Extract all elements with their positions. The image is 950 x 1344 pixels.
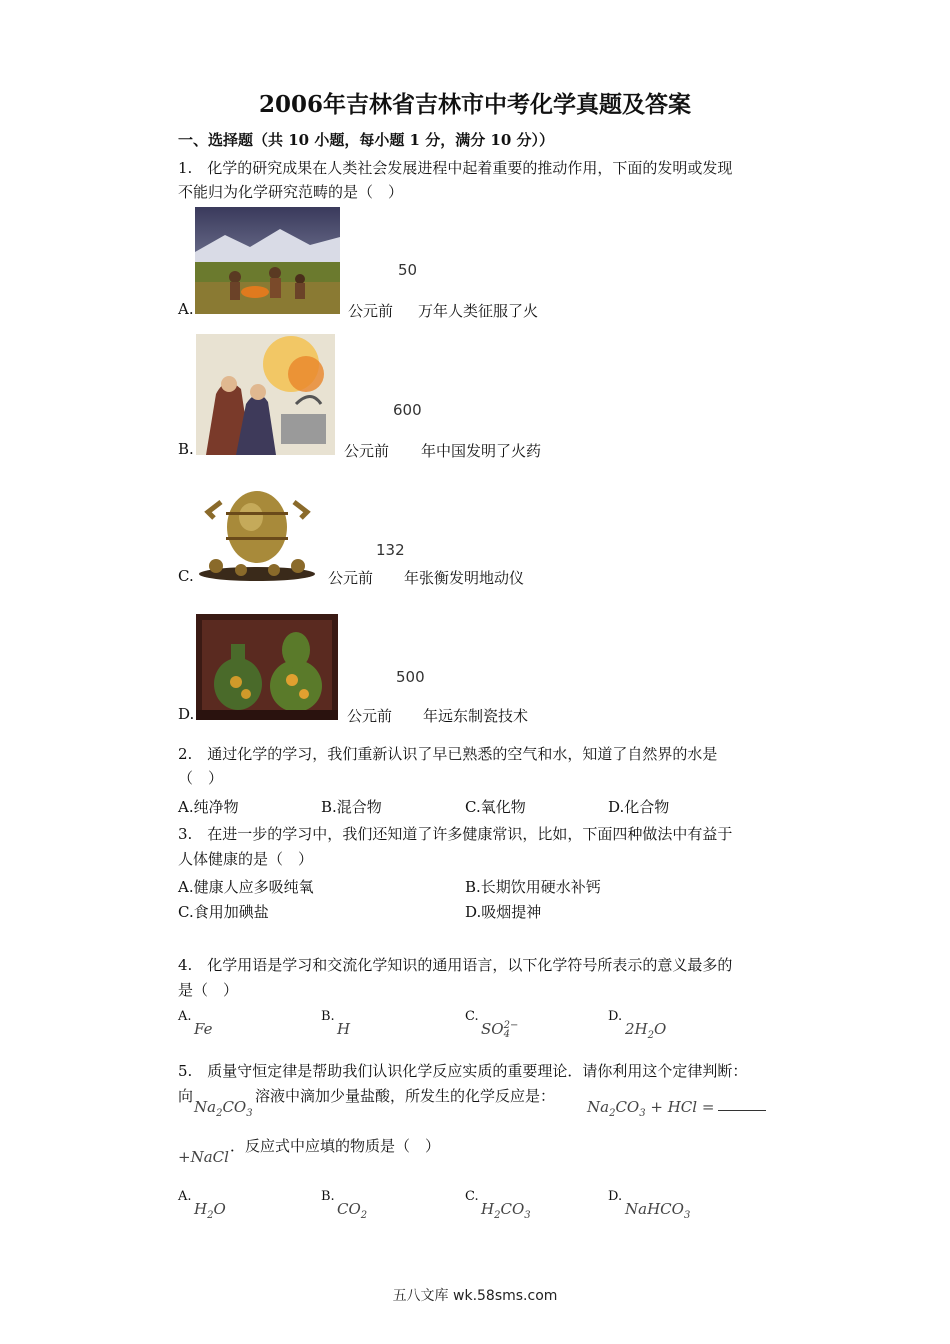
q5-option-d-formula: NaHCO$_3$ xyxy=(625,1200,691,1221)
q1-option-d-number: 500 xyxy=(396,668,425,686)
q1-option-a-text: 万年人类征服了火 xyxy=(418,302,539,320)
q5-equation-blank xyxy=(718,1098,766,1111)
q2-option-a: A.纯净物 xyxy=(178,798,239,816)
q5-option-d-letter: D. xyxy=(608,1189,623,1204)
q3-option-d: D.吸烟提神 xyxy=(465,903,542,921)
q1-option-a-number: 50 xyxy=(398,261,418,279)
q1-option-c-prefix: 公元前 xyxy=(328,569,374,587)
q1-option-c-text: 年张衡发明地动仪 xyxy=(404,569,525,587)
q1-option-b-number: 600 xyxy=(393,401,422,419)
q2-option-c: C.氧化物 xyxy=(465,798,526,816)
q4-option-d-formula-part1: 2H xyxy=(625,1020,648,1038)
q3-option-b: B.长期饮用硬水补钙 xyxy=(465,878,601,896)
q3-option-a: A.健康人应多吸纯氧 xyxy=(178,878,314,896)
q5-option-b-letter: B. xyxy=(321,1189,335,1204)
q1-option-b-image-gunpowder xyxy=(196,334,335,455)
q4-option-d-letter: D. xyxy=(608,1009,623,1024)
q4-option-c-formula-base: SO xyxy=(481,1020,504,1038)
q2-stem-line1: 2. 通过化学的学习，我们重新认识了早已熟悉的空气和水，知道了自然界的水是 xyxy=(178,745,718,763)
q1-option-b-text: 年中国发明了火药 xyxy=(421,442,542,460)
q4-option-d-formula: $2H_2O$ xyxy=(625,1020,667,1041)
q3-stem-line2: 人体健康的是（ ） xyxy=(178,850,314,868)
page-title: 2006年吉林省吉林市中考化学真题及答案 xyxy=(258,91,691,118)
q4-option-a-formula: Fe xyxy=(194,1020,213,1038)
q1-stem-line2: 不能归为化学研究范畴的是（ ） xyxy=(178,183,404,201)
q1-option-d-letter: D. xyxy=(178,705,195,723)
q2-option-b: B.混合物 xyxy=(321,798,382,816)
q1-option-a-prefix: 公元前 xyxy=(348,302,394,320)
q1-option-a-letter: A. xyxy=(178,300,194,318)
q4-option-a-letter: A. xyxy=(178,1009,192,1024)
q5-reactant-formula: $Na_2CO_3$ xyxy=(194,1098,253,1119)
q4-option-b-letter: B. xyxy=(321,1009,335,1024)
q5-option-a-letter: A. xyxy=(178,1189,192,1204)
q1-option-d-text: 年远东制瓷技术 xyxy=(423,707,529,725)
q2-stem-line2: （ ） xyxy=(178,769,224,787)
q1-option-b-letter: B. xyxy=(178,440,194,458)
q5-stem-line3: ．反应式中应填的物质是（ ） xyxy=(230,1137,441,1155)
q1-option-c-number: 132 xyxy=(376,541,405,559)
q5-option-a-formula: $H_2O$ xyxy=(194,1200,226,1221)
q4-option-b-formula: H xyxy=(337,1020,351,1038)
q1-stem-line1: 1. 化学的研究成果在人类社会发展进程中起着重要的推动作用，下面的发明或发现 xyxy=(178,159,733,177)
q4-option-c-letter: C. xyxy=(465,1009,479,1024)
q5-option-c-letter: C. xyxy=(465,1189,479,1204)
q1-option-d-image-porcelain xyxy=(196,614,338,720)
q5-equation-continued: +NaCl xyxy=(178,1148,229,1166)
q5-option-c-formula: $H_2CO_3$ xyxy=(481,1200,531,1221)
q4-option-d-formula-part2: O xyxy=(654,1020,667,1038)
q1-option-c-letter: C. xyxy=(178,567,194,585)
section-heading: 一、选择题（共 10 小题，每小题 1 分，满分 10 分）） xyxy=(178,131,555,149)
q5-option-b-formula: $CO_2$ xyxy=(337,1200,368,1221)
q1-option-b-prefix: 公元前 xyxy=(344,442,390,460)
q5-stem-line1: 5. 质量守恒定律是帮助我们认识化学反应实质的重要理论．请你利用这个定律判断： xyxy=(178,1062,748,1080)
q2-option-d: D.化合物 xyxy=(608,798,670,816)
q5-equation: $Na_2CO_3$ + HCl = xyxy=(587,1098,766,1119)
page-footer: 五八文库 wk.58sms.com xyxy=(392,1288,558,1304)
q4-option-c-formula: SO 2− 4 xyxy=(481,1020,519,1040)
q4-stem-line2: 是（ ） xyxy=(178,981,239,999)
q3-option-c: C.食用加碘盐 xyxy=(178,903,269,921)
q5-stem-line2-text: 溶液中滴加少量盐酸，所发生的化学反应是： xyxy=(255,1087,556,1105)
q4-stem-line1: 4. 化学用语是学习和交流化学知识的通用语言，以下化学符号所表示的意义最多的 xyxy=(178,956,733,974)
q1-option-c-image-seismoscope xyxy=(196,482,319,582)
q1-option-d-prefix: 公元前 xyxy=(347,707,393,725)
q5-stem-line2-prefix: 向 xyxy=(178,1087,194,1105)
q3-stem-line1: 3. 在进一步的学习中，我们还知道了许多健康常识，比如，下面四种做法中有益于 xyxy=(178,825,733,843)
q1-option-a-image-fire xyxy=(195,207,340,314)
